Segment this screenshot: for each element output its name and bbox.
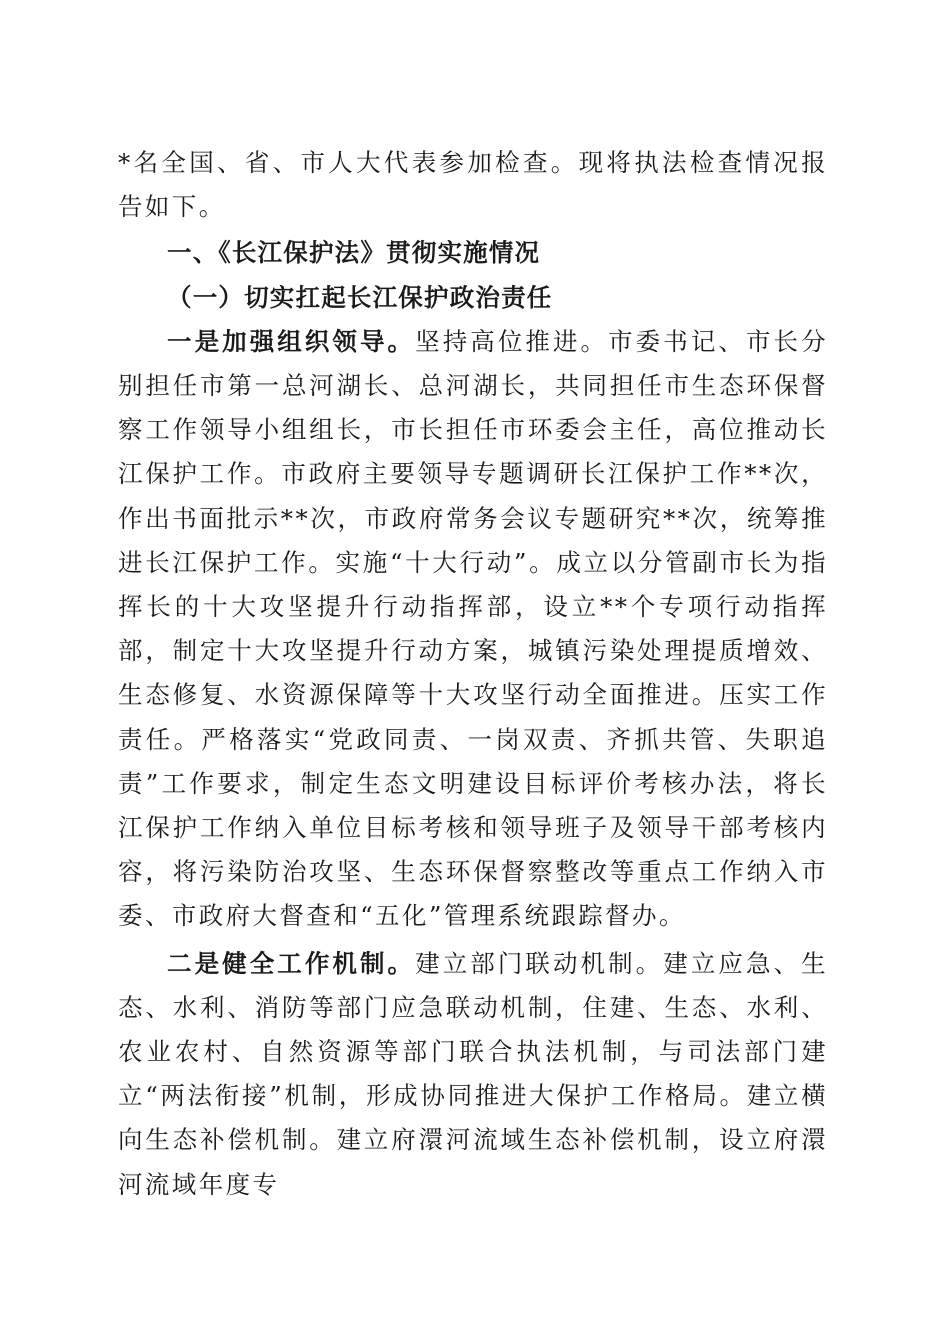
paragraph-organization-leadership [118,320,828,939]
paragraph-body: 建立部门联动机制。建立应急、生态、水利、消防等部门应急联动机制，住建、生态、水利、农业农村、自然资源等部门联合执法机制，与司法部门建立“两法衔接”机制，形成协同推进大保护工作格局。建立横向生态补偿机制。建立府澴河流域生态补偿机制，设立府澴河流域年度专 [118,948,828,1199]
subsection-heading: （一）切实扛起长江保护政治责任 [167,282,553,312]
paragraph-continuation: *名全国、省、市人大代表参加检查。现将执法检查情况报告如下。 [118,148,828,222]
paragraph-lead: 二是健全工作机制。 [167,948,416,978]
document-body [118,141,828,1207]
paragraph-lead: 一是加强组织领导。 [167,326,416,356]
paragraph-body: 坚持高位推进。市委书记、市长分别担任市第一总河湖长、总河湖长，共同担任市生态环保督察工作领导小组组长，市长担任市环委会主任，高位推动长江保护工作。市政府主要领导专题调研长江保护工作**次，作出书面批示**次，市政府常务会议专题研究**次，统筹推进长江保护工作。实施“十大行动”。成立以分管副市长为指挥长的十大攻坚提升行动指挥部，设立**个专项行动指挥部，制定十大攻坚提升行动方案，城镇污染处理提质增效、生态修复、水资源保障等十大攻坚行动全面推进。压实工作责任。严格落实“党政同责、一岗双责、齐抓共管、失职追责”工作要求，制定生态文明建设目标评价考核办法，将长江保护工作纳入单位目标考核和领导班子及领导干部考核内容，将污染防治攻坚、生态环保督察整改等重点工作纳入市委、市政府大督查和“五化”管理系统跟踪督办。 [118,326,828,931]
section-heading: 一、《长江保护法》贯彻实施情况 [167,238,541,268]
paragraph-work-mechanism [118,942,828,1207]
